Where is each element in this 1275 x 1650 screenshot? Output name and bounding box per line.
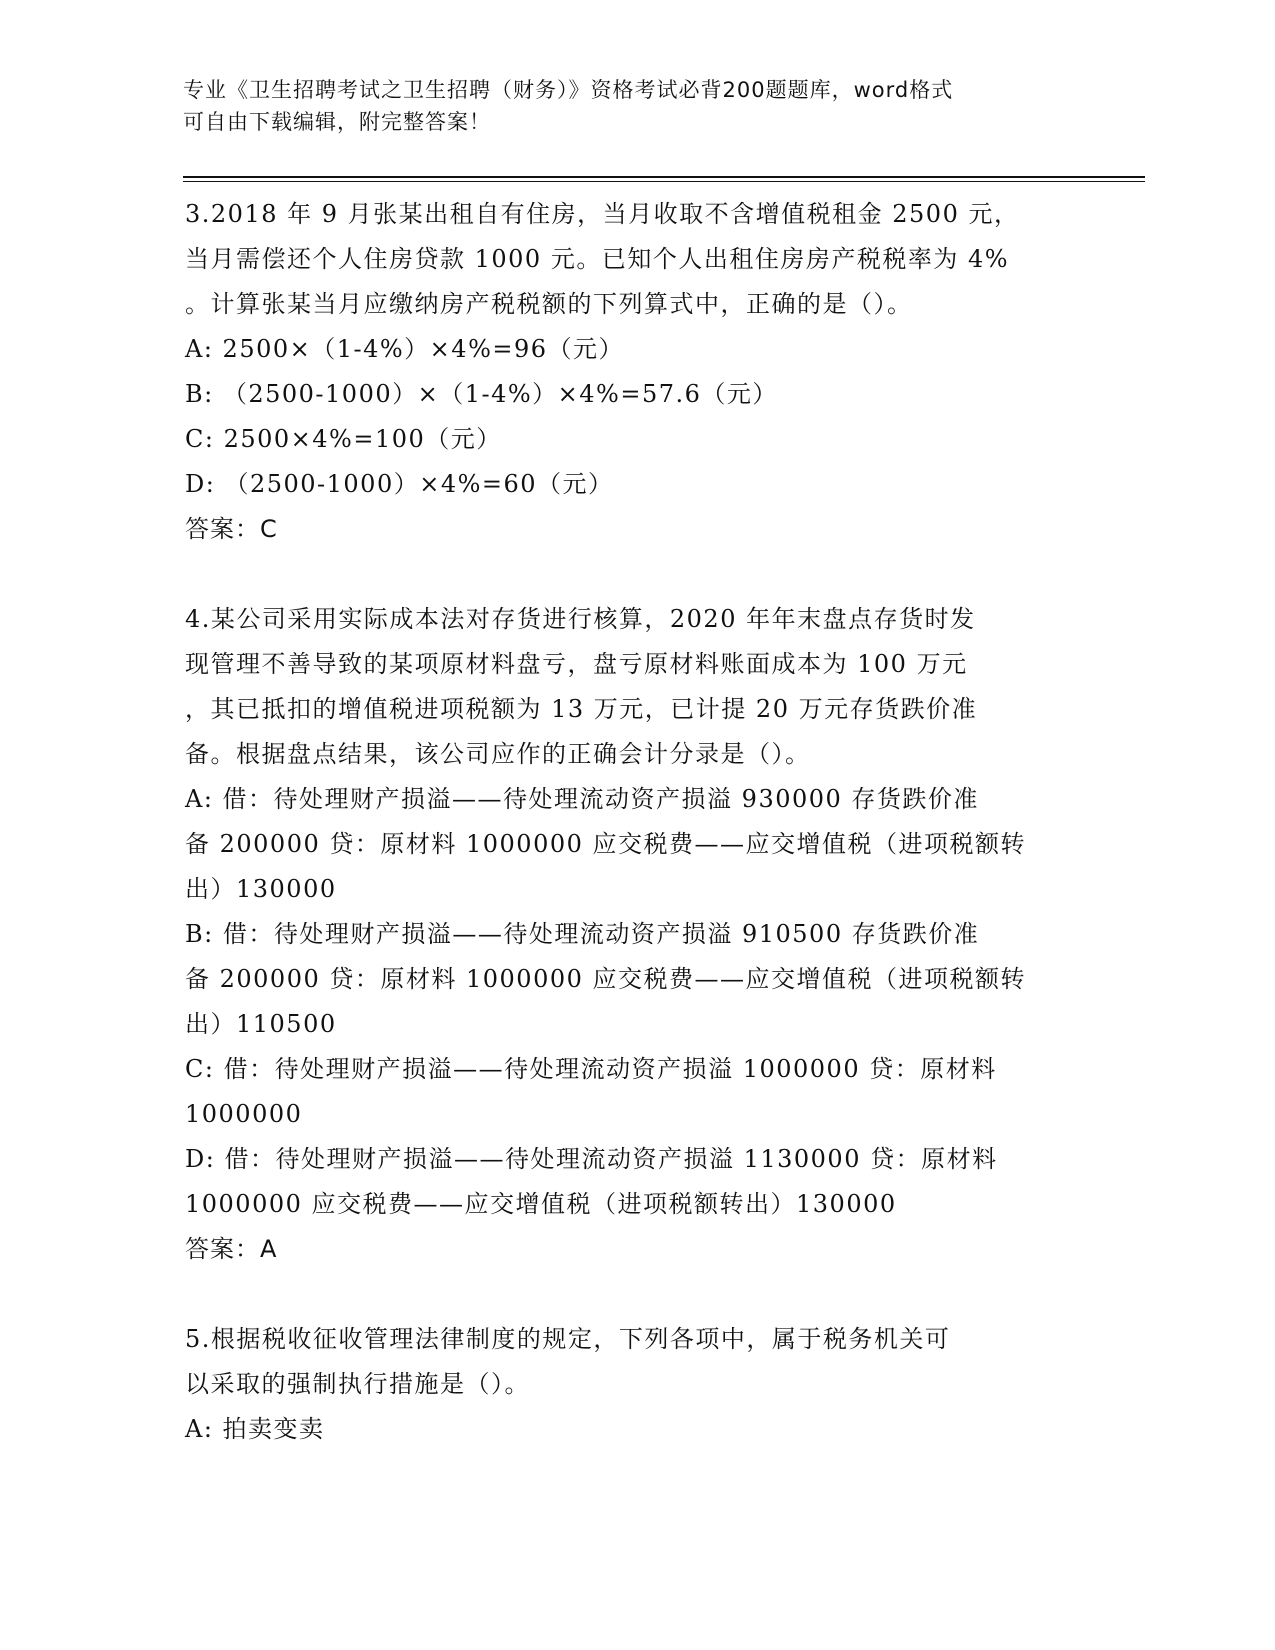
question-4-option-a-cont: 备 200000 贷：原材料 1000000 应交税费——应交增值税（进项税额转 (185, 830, 1027, 858)
question-4-option-d-cont: 1000000 应交税费——应交增值税（进项税额转出）130000 (185, 1190, 897, 1218)
question-3-option-c: C: 2500×4%=100（元） (185, 425, 502, 453)
question-4-option-c-cont: 1000000 (185, 1100, 303, 1128)
question-4-option-d: D: 借：待处理财产损溢——待处理流动资产损溢 1130000 贷：原材料 (185, 1145, 998, 1173)
header-divider-thick (183, 176, 1145, 178)
spacer (185, 552, 1075, 597)
question-4-option-a-cont: 出）130000 (185, 875, 337, 903)
question-3-option-b: B: （2500-1000）×（1-4%）×4%=57.6（元） (185, 380, 778, 408)
question-4-stem-line: 备。根据盘点结果，该公司应作的正确会计分录是（）。 (185, 740, 811, 768)
question-4 (185, 597, 1075, 1272)
header-divider-thin (183, 181, 1145, 182)
question-5 (185, 1317, 1075, 1452)
question-3-stem-line: 3.2018 年 9 月张某出租自有住房，当月收取不含增值税租金 2500 元， (185, 200, 1020, 228)
header-line-2: 可自由下载编辑，附完整答案！ (183, 110, 491, 134)
question-3 (185, 192, 1075, 552)
question-4-option-c: C: 借：待处理财产损溢——待处理流动资产损溢 1000000 贷：原材料 (185, 1055, 997, 1083)
question-3-stem-line: 当月需偿还个人住房贷款 1000 元。已知个人出租住房房产税税率为 4% (185, 245, 1010, 273)
question-5-option-a: A: 拍卖变卖 (185, 1415, 325, 1443)
question-5-stem-line: 5.根据税收征收管理法律制度的规定，下列各项中，属于税务机关可 (185, 1325, 951, 1353)
question-4-stem-line: 现管理不善导致的某项原材料盘亏，盘亏原材料账面成本为 100 万元 (185, 650, 968, 678)
question-4-option-b-cont: 出）110500 (185, 1010, 337, 1038)
question-list (185, 192, 1075, 1452)
question-4-stem-line: 4.某公司采用实际成本法对存货进行核算，2020 年年末盘点存货时发 (185, 605, 976, 633)
question-3-stem-line: 。计算张某当月应缴纳房产税税额的下列算式中，正确的是（）。 (185, 290, 913, 318)
spacer (185, 1272, 1075, 1317)
question-4-stem-line: ，其已抵扣的增值税进项税额为 13 万元，已计提 20 万元存货跌价准 (185, 695, 978, 723)
document-header (183, 74, 1063, 138)
question-4-answer: 答案：A (185, 1235, 278, 1263)
header-line-1: 专业《卫生招聘考试之卫生招聘（财务）》资格考试必背200题题库，word格式 (183, 78, 954, 102)
question-3-option-d: D: （2500-1000）×4%=60（元） (185, 470, 614, 498)
question-4-option-b: B: 借：待处理财产损溢——待处理流动资产损溢 910500 存货跌价准 (185, 920, 980, 948)
question-4-option-b-cont: 备 200000 贷：原材料 1000000 应交税费——应交增值税（进项税额转 (185, 965, 1027, 993)
question-3-answer: 答案：C (185, 515, 278, 543)
question-4-option-a: A: 借：待处理财产损溢——待处理流动资产损溢 930000 存货跌价准 (185, 785, 979, 813)
question-5-stem-line: 以采取的强制执行措施是（）。 (185, 1370, 530, 1398)
question-3-option-a: A: 2500×（1-4%）×4%=96（元） (185, 335, 625, 363)
